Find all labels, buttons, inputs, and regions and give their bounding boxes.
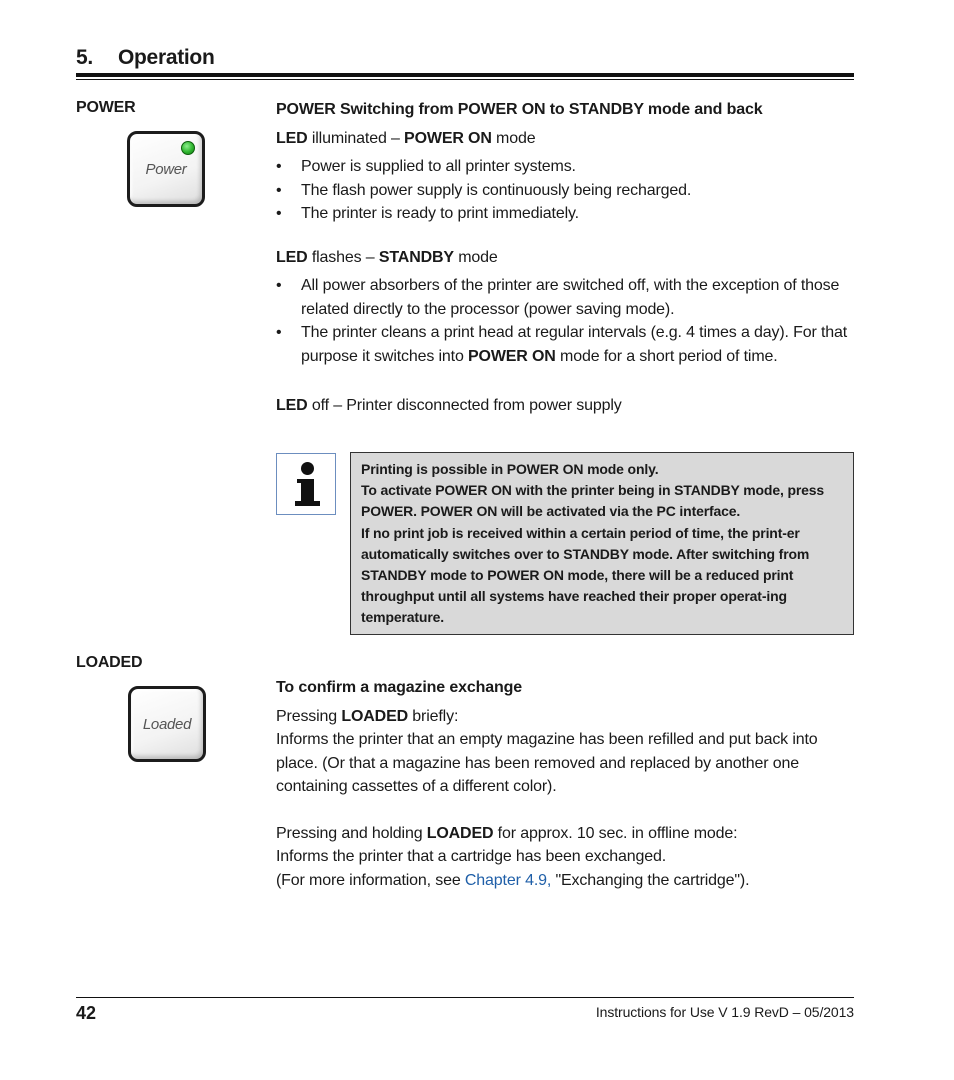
loaded-p2: Informs the printer that an empty magazine has been refilled and put back into place. (Or that a magazine has been removed and replaced by another one containing cassettes of a different color). (276, 731, 818, 795)
loaded-p3-b: for approx. 10 sec. in offline mode: (493, 824, 738, 842)
bullet2-text-b: mode for a short period of time. (555, 347, 778, 365)
led-off-line (276, 394, 856, 418)
led-flash-text1: flashes – (307, 248, 379, 266)
list-item: • Power is supplied to all printer systems. (276, 155, 856, 179)
list-item: • The printer is ready to print immediately. (276, 202, 856, 226)
note-line-2: To activate POWER ON with the printer being in STANDBY mode, press POWER. POWER ON will be activated via the PC interface. (361, 482, 825, 520)
header-rule-thin (76, 79, 854, 80)
led-on-led: LED (276, 129, 308, 147)
led-flash-line (276, 246, 856, 270)
led-flash-text2: mode (453, 248, 498, 266)
led-on-mode: POWER ON (404, 129, 492, 147)
led-on-text1: illuminated – (307, 129, 405, 147)
loaded-p5-b: "Exchanging the cartridge"). (551, 871, 750, 889)
led-off-text: off – Printer disconnected from power supply (307, 397, 622, 414)
list-item (276, 321, 856, 368)
led-off-led: LED (276, 397, 308, 414)
led-on-line (276, 127, 856, 151)
power-key-label: Power (145, 160, 187, 178)
loaded-side-label: LOADED (76, 654, 143, 671)
power-side-label: POWER (76, 99, 136, 116)
loaded-p1-a: Pressing (276, 707, 342, 725)
section-number: 5. (76, 46, 93, 69)
loaded-p3-bold: LOADED (426, 824, 494, 842)
loaded-p3 (276, 822, 856, 846)
loaded-heading: To confirm a magazine exchange (276, 679, 522, 696)
led-flash-mode: STANDBY (378, 248, 454, 266)
led-flash-led: LED (276, 248, 308, 266)
info-icon-serif-bottom (295, 501, 320, 506)
power-key-image (127, 131, 205, 207)
led-on-bullets (276, 155, 856, 226)
info-note-box (350, 452, 854, 635)
power-heading: POWER Switching from POWER ON to STANDBY mode and back (276, 101, 763, 118)
loaded-p3-a: Pressing and holding (276, 824, 427, 842)
loaded-content (276, 676, 856, 892)
loaded-p5 (276, 869, 856, 893)
led-on-text2: mode (491, 129, 536, 147)
chapter-link[interactable]: Chapter 4.9, (464, 871, 552, 889)
loaded-key-image (128, 686, 206, 762)
footer-rule (76, 997, 854, 998)
list-item: • All power absorbers of the printer are switched off, with the exception of those related directly to the processor (power saving mode). (276, 274, 856, 321)
loaded-p5-a: (For more information, see (276, 871, 465, 889)
loaded-p4: Informs the printer that a cartridge has been exchanged. (276, 848, 667, 865)
section-title-text: Operation (118, 46, 215, 69)
info-icon-dot (301, 462, 314, 475)
bullet2-text-a: The printer cleans a print head at regular intervals (e.g. 4 times a day). For that purpose it switches into (301, 324, 848, 365)
led-flash-bullets (276, 274, 856, 368)
header-rule-thick (76, 73, 854, 77)
list-item: • The flash power supply is continuously being recharged. (276, 179, 856, 203)
note-line-1: Printing is possible in POWER ON mode only. (361, 461, 659, 477)
loaded-p1-bold: LOADED (341, 707, 409, 725)
footer-doc-info: Instructions for Use V 1.9 RevD – 05/2013 (595, 1004, 854, 1020)
power-content (276, 98, 856, 418)
note-line-3: If no print job is received within a certain period of time, the print-er automatically switches over to STANDBY mode. After switching from STANDBY mode to POWER ON mode, there will be a reduced print throughput until all systems have reached their proper operat-ing temperature. (361, 524, 810, 626)
bullet2-bold: POWER ON (468, 347, 556, 365)
power-led-icon (181, 141, 195, 155)
page-number: 42 (76, 1003, 97, 1023)
loaded-key-label: Loaded (142, 715, 192, 733)
loaded-p1-b: briefly: (408, 707, 459, 725)
info-icon (276, 453, 336, 515)
loaded-p1 (276, 705, 856, 729)
section-title (76, 46, 214, 70)
